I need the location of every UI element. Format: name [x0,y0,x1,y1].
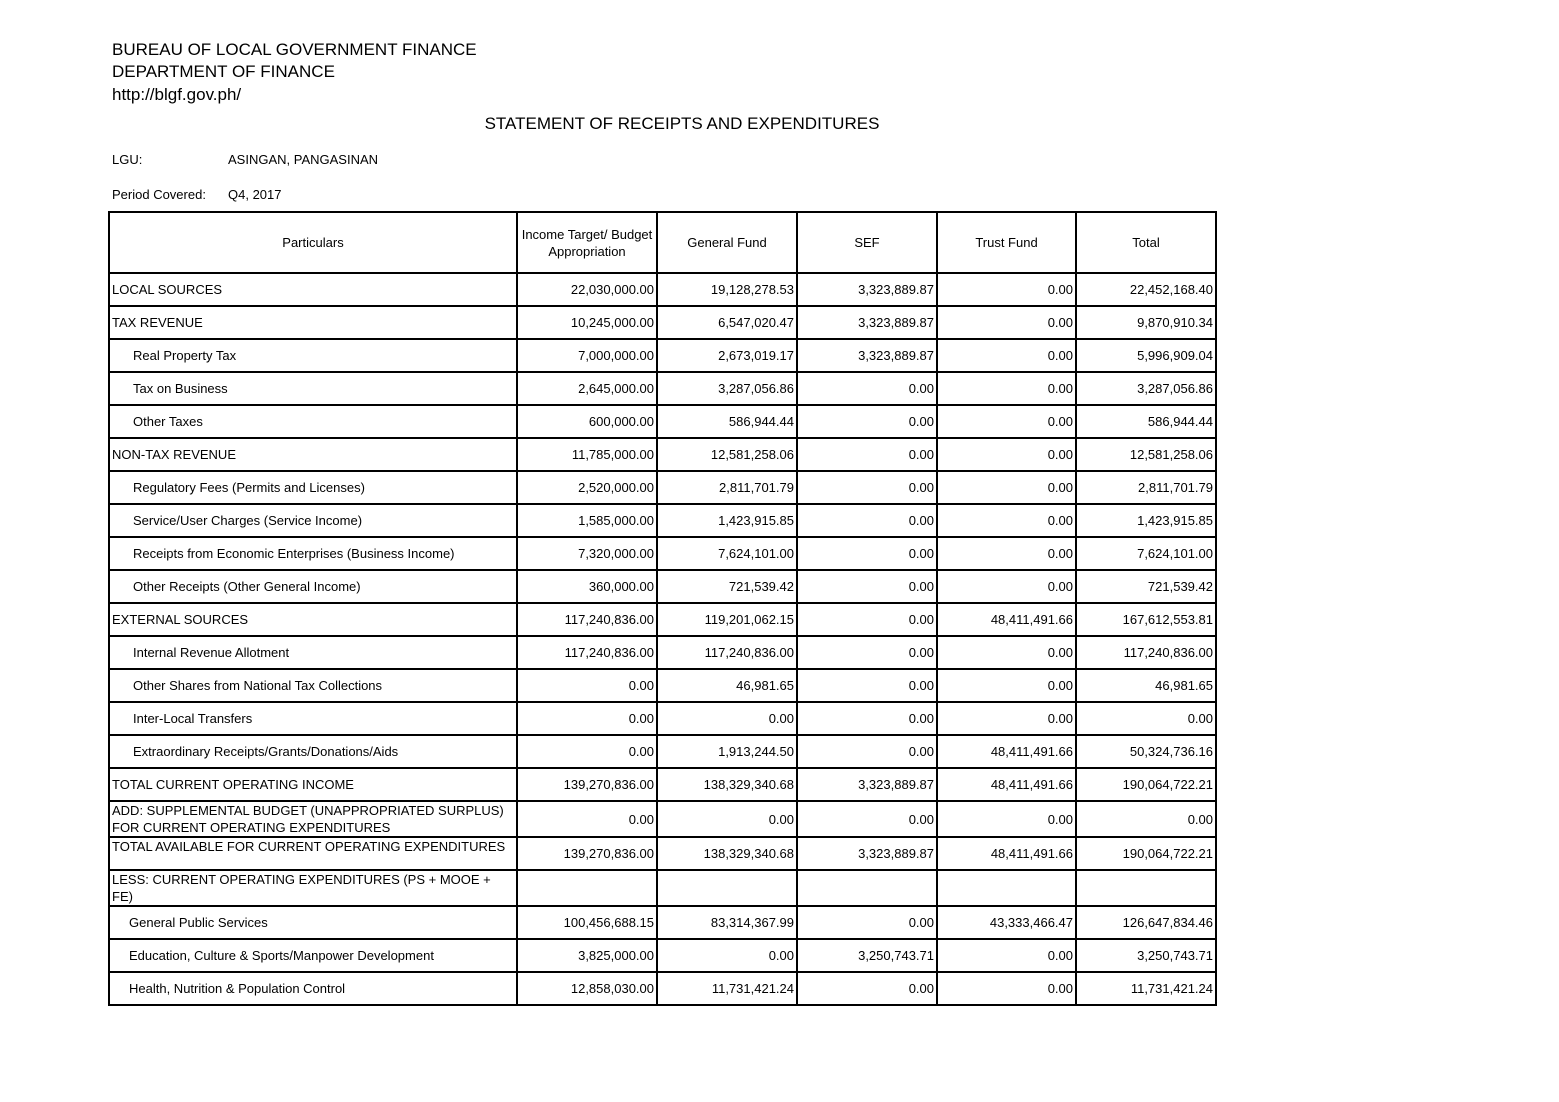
amount-cell: 0.00 [797,504,937,537]
amount-cell: 721,539.42 [657,570,797,603]
amount-cell: 7,624,101.00 [657,537,797,570]
row-label: EXTERNAL SOURCES [109,603,517,636]
amount-cell: 139,270,836.00 [517,768,657,801]
amount-cell: 0.00 [937,306,1076,339]
column-header: Income Target/ Budget Appropriation [517,212,657,273]
amount-cell: 0.00 [657,939,797,972]
amount-cell: 0.00 [797,636,937,669]
amount-cell: 0.00 [937,405,1076,438]
row-label: Inter-Local Transfers [109,702,517,735]
table-row [109,438,1216,471]
amount-cell: 0.00 [937,339,1076,372]
amount-cell: 7,624,101.00 [1076,537,1216,570]
row-label: Regulatory Fees (Permits and Licenses) [109,471,517,504]
table-row [109,906,1216,939]
row-label: Service/User Charges (Service Income) [109,504,517,537]
amount-cell: 0.00 [797,405,937,438]
column-header: Particulars [109,212,517,273]
amount-cell: 2,673,019.17 [657,339,797,372]
amount-cell: 0.00 [797,702,937,735]
amount-cell: 3,250,743.71 [1076,939,1216,972]
amount-cell: 0.00 [937,438,1076,471]
amount-cell: 0.00 [797,438,937,471]
table-row [109,702,1216,735]
amount-cell: 0.00 [797,669,937,702]
amount-cell [657,870,797,906]
row-label: LOCAL SOURCES [109,273,517,306]
amount-cell: 126,647,834.46 [1076,906,1216,939]
page-title: STATEMENT OF RECEIPTS AND EXPENDITURES [484,114,880,133]
table-row [109,768,1216,801]
amount-cell: 0.00 [937,372,1076,405]
amount-cell: 3,250,743.71 [797,939,937,972]
row-label: TAX REVENUE [109,306,517,339]
amount-cell: 0.00 [797,570,937,603]
table-row [109,636,1216,669]
amount-cell: 46,981.65 [1076,669,1216,702]
amount-cell: 360,000.00 [517,570,657,603]
amount-cell: 117,240,836.00 [517,603,657,636]
amount-cell: 0.00 [797,603,937,636]
table-row [109,837,1216,870]
amount-cell: 0.00 [1076,702,1216,735]
amount-cell: 22,452,168.40 [1076,273,1216,306]
amount-cell: 0.00 [937,504,1076,537]
amount-cell [937,870,1076,906]
table-row [109,471,1216,504]
amount-cell: 167,612,553.81 [1076,603,1216,636]
row-label: Other Taxes [109,405,517,438]
amount-cell: 138,329,340.68 [657,768,797,801]
amount-cell: 0.00 [517,801,657,837]
amount-cell: 3,323,889.87 [797,273,937,306]
receipts-expenditures-table [108,211,1217,1006]
amount-cell: 5,996,909.04 [1076,339,1216,372]
amount-cell: 586,944.44 [657,405,797,438]
amount-cell: 50,324,736.16 [1076,735,1216,768]
amount-cell: 10,245,000.00 [517,306,657,339]
period-label: Period Covered: [112,187,206,202]
row-label: Tax on Business [109,372,517,405]
amount-cell: 0.00 [937,273,1076,306]
amount-cell: 2,645,000.00 [517,372,657,405]
amount-cell: 1,913,244.50 [657,735,797,768]
amount-cell: 48,411,491.66 [937,735,1076,768]
table-row [109,306,1216,339]
table-row [109,939,1216,972]
amount-cell: 19,128,278.53 [657,273,797,306]
amount-cell: 190,064,722.21 [1076,768,1216,801]
amount-cell: 0.00 [937,939,1076,972]
amount-cell: 2,811,701.79 [1076,471,1216,504]
row-label: LESS: CURRENT OPERATING EXPENDITURES (PS + MOOE + FE) [109,870,517,906]
row-label: Extraordinary Receipts/Grants/Donations/Aids [109,735,517,768]
row-label: Other Receipts (Other General Income) [109,570,517,603]
amount-cell: 3,323,889.87 [797,306,937,339]
amount-cell: 9,870,910.34 [1076,306,1216,339]
amount-cell: 139,270,836.00 [517,837,657,870]
amount-cell: 48,411,491.66 [937,768,1076,801]
table-row [109,870,1216,906]
row-label: Other Shares from National Tax Collections [109,669,517,702]
amount-cell: 0.00 [937,570,1076,603]
amount-cell: 0.00 [517,735,657,768]
amount-cell: 138,329,340.68 [657,837,797,870]
column-header: General Fund [657,212,797,273]
lgu-label: LGU: [112,152,143,167]
amount-cell: 6,547,020.47 [657,306,797,339]
amount-cell: 3,287,056.86 [657,372,797,405]
row-label: General Public Services [109,906,517,939]
table-row [109,801,1216,837]
table-row [109,405,1216,438]
amount-cell: 1,423,915.85 [657,504,797,537]
amount-cell: 12,581,258.06 [657,438,797,471]
amount-cell: 190,064,722.21 [1076,837,1216,870]
amount-cell: 0.00 [797,372,937,405]
amount-cell: 0.00 [797,972,937,1005]
amount-cell: 3,825,000.00 [517,939,657,972]
row-label: NON-TAX REVENUE [109,438,517,471]
amount-cell: 7,000,000.00 [517,339,657,372]
table-row [109,603,1216,636]
amount-cell: 0.00 [1076,801,1216,837]
amount-cell [1076,870,1216,906]
row-label: Internal Revenue Allotment [109,636,517,669]
amount-cell: 0.00 [937,972,1076,1005]
amount-cell: 2,811,701.79 [657,471,797,504]
amount-cell: 83,314,367.99 [657,906,797,939]
amount-cell: 11,731,421.24 [657,972,797,1005]
amount-cell: 12,858,030.00 [517,972,657,1005]
amount-cell: 586,944.44 [1076,405,1216,438]
agency-name: BUREAU OF LOCAL GOVERNMENT FINANCE [112,40,477,59]
table-row [109,339,1216,372]
amount-cell: 0.00 [937,801,1076,837]
amount-cell [517,870,657,906]
amount-cell: 0.00 [937,669,1076,702]
amount-cell: 1,585,000.00 [517,504,657,537]
amount-cell: 1,423,915.85 [1076,504,1216,537]
amount-cell: 600,000.00 [517,405,657,438]
table-row [109,669,1216,702]
amount-cell: 0.00 [657,702,797,735]
row-label: Health, Nutrition & Population Control [109,972,517,1005]
amount-cell: 0.00 [517,669,657,702]
amount-cell: 117,240,836.00 [1076,636,1216,669]
amount-cell: 0.00 [937,537,1076,570]
row-label: Receipts from Economic Enterprises (Business Income) [109,537,517,570]
row-label: ADD: SUPPLEMENTAL BUDGET (UNAPPROPRIATED SURPLUS) FOR CURRENT OPERATING EXPENDITURES [109,801,517,837]
table-row [109,504,1216,537]
table-row [109,273,1216,306]
amount-cell: 3,323,889.87 [797,339,937,372]
row-label: Real Property Tax [109,339,517,372]
amount-cell: 0.00 [937,702,1076,735]
amount-cell: 46,981.65 [657,669,797,702]
amount-cell: 0.00 [797,801,937,837]
amount-cell: 0.00 [797,471,937,504]
table-row [109,372,1216,405]
table-row [109,735,1216,768]
amount-cell: 721,539.42 [1076,570,1216,603]
column-header: SEF [797,212,937,273]
amount-cell: 43,333,466.47 [937,906,1076,939]
table-row [109,537,1216,570]
amount-cell: 3,323,889.87 [797,837,937,870]
amount-cell: 0.00 [517,702,657,735]
amount-cell: 48,411,491.66 [937,603,1076,636]
row-label: TOTAL CURRENT OPERATING INCOME [109,768,517,801]
amount-cell: 117,240,836.00 [517,636,657,669]
row-label: Education, Culture & Sports/Manpower Development [109,939,517,972]
amount-cell: 12,581,258.06 [1076,438,1216,471]
period-value: Q4, 2017 [228,187,282,202]
lgu-value: ASINGAN, PANGASINAN [228,152,379,167]
amount-cell: 119,201,062.15 [657,603,797,636]
column-header: Trust Fund [937,212,1076,273]
amount-cell: 100,456,688.15 [517,906,657,939]
amount-cell: 0.00 [797,537,937,570]
amount-cell: 22,030,000.00 [517,273,657,306]
row-label: TOTAL AVAILABLE FOR CURRENT OPERATING EXPENDITURES [109,837,517,870]
amount-cell: 117,240,836.00 [657,636,797,669]
amount-cell: 11,731,421.24 [1076,972,1216,1005]
amount-cell: 0.00 [797,906,937,939]
column-header: Total [1076,212,1216,273]
amount-cell: 2,520,000.00 [517,471,657,504]
table-header-row [109,212,1216,273]
agency-url: http://blgf.gov.ph/ [112,85,242,104]
amount-cell: 11,785,000.00 [517,438,657,471]
table-row [109,972,1216,1005]
department-name: DEPARTMENT OF FINANCE [112,62,335,81]
amount-cell: 0.00 [937,636,1076,669]
amount-cell: 0.00 [657,801,797,837]
amount-cell: 0.00 [797,735,937,768]
amount-cell: 0.00 [937,471,1076,504]
amount-cell [797,870,937,906]
table-row [109,570,1216,603]
amount-cell: 48,411,491.66 [937,837,1076,870]
amount-cell: 3,287,056.86 [1076,372,1216,405]
amount-cell: 7,320,000.00 [517,537,657,570]
amount-cell: 3,323,889.87 [797,768,937,801]
